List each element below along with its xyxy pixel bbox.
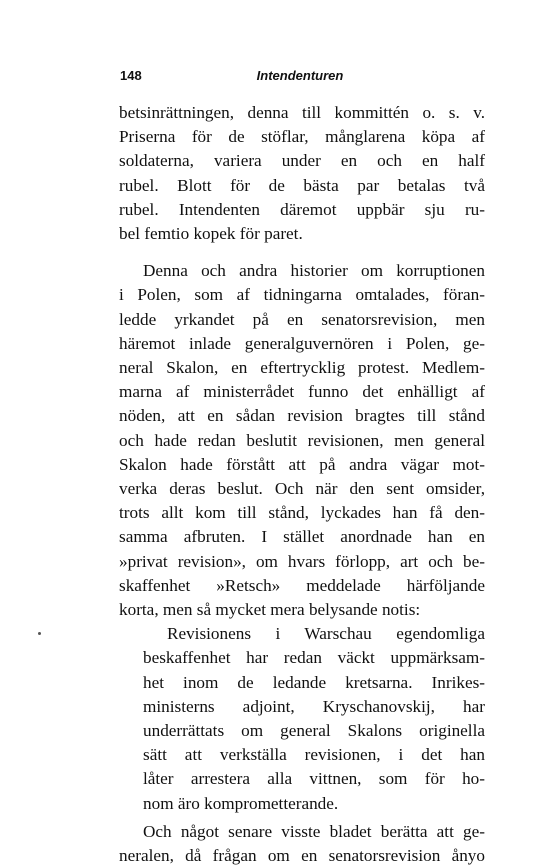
text-line: sätt att verkställa revisionen, i det han — [143, 745, 485, 765]
text-line: samma afbruten. I stället anordnade han en — [119, 527, 485, 547]
text-line: Skalon hade förstått att på andra vägar mot- — [119, 454, 485, 474]
text-line: trots allt kom till stånd, lyckades han få den- — [119, 503, 485, 523]
text-line: Priserna för de stöflar, månglarena köpa af — [119, 127, 485, 147]
text-line: ministerns adjoint, Kryschanovskij, har — [143, 696, 485, 716]
text-line: bel femtio kopek för paret. — [119, 224, 303, 244]
text-line: »privat revision», om hvars förlopp, art och be- — [119, 551, 485, 571]
text-line: ledde yrkandet på en senatorsrevision, men — [119, 309, 485, 329]
text-line: Denna och andra historier om korruptionen — [143, 261, 485, 281]
paragraph-3 — [119, 820, 485, 868]
text-line: häremot inlade generalguvernören i Polen, ge- — [119, 333, 485, 353]
text-line: neralen, då frågan om en senatorsrevision ånyo — [119, 846, 485, 866]
text-line: het inom de ledande kretsarna. Inrikes- — [143, 672, 485, 692]
text-line: rubel. Blott för de bästa par betalas två — [119, 175, 485, 195]
speck-mark — [38, 632, 41, 635]
text-line: verka deras beslut. Och när den sent omsider, — [119, 479, 485, 499]
text-line: i Polen, som af tidningarna omtalades, föran- — [119, 285, 485, 305]
text-line: soldaterna, variera under en och en half — [119, 151, 485, 171]
text-line: betsinrättningen, denna till kommittén o. s. v. — [119, 103, 485, 122]
text-line: nöden, att en sådan revision bragtes till stånd — [119, 406, 485, 426]
text-line: Revisionens i Warschau egendomliga — [167, 624, 485, 644]
text-line: neral Skalon, en eftertrycklig protest. Medlem- — [119, 358, 485, 378]
text-line: korta, men så mycket mera belysande notis: — [119, 600, 421, 620]
text-line: nom äro komprometterande. — [143, 793, 339, 813]
text-line: underrättats om general Skalons originella — [143, 721, 485, 741]
text-line: beskaffenhet har redan väckt uppmärksam- — [143, 648, 485, 668]
running-title: Intendenturen — [256, 68, 344, 83]
page-number: 148 — [120, 68, 142, 83]
body-text — [119, 101, 485, 868]
text-line: och hade redan beslutit revisionen, men general — [119, 430, 485, 450]
text-line: låter arrestera alla vittnen, som för ho- — [143, 769, 485, 789]
block-quote — [119, 622, 485, 816]
paragraph-2 — [119, 259, 485, 622]
text-line: Och något senare visste bladet berätta att ge- — [143, 821, 485, 841]
page-header — [120, 68, 480, 88]
text-line: skaffenhet »Retsch» meddelade härföljande — [119, 575, 485, 595]
text-line: marna af ministerrådet funno det enhälligt af — [119, 382, 485, 402]
text-line: rubel. Intendenten däremot uppbär sju ru- — [119, 199, 485, 219]
paragraph-1 — [119, 101, 485, 246]
